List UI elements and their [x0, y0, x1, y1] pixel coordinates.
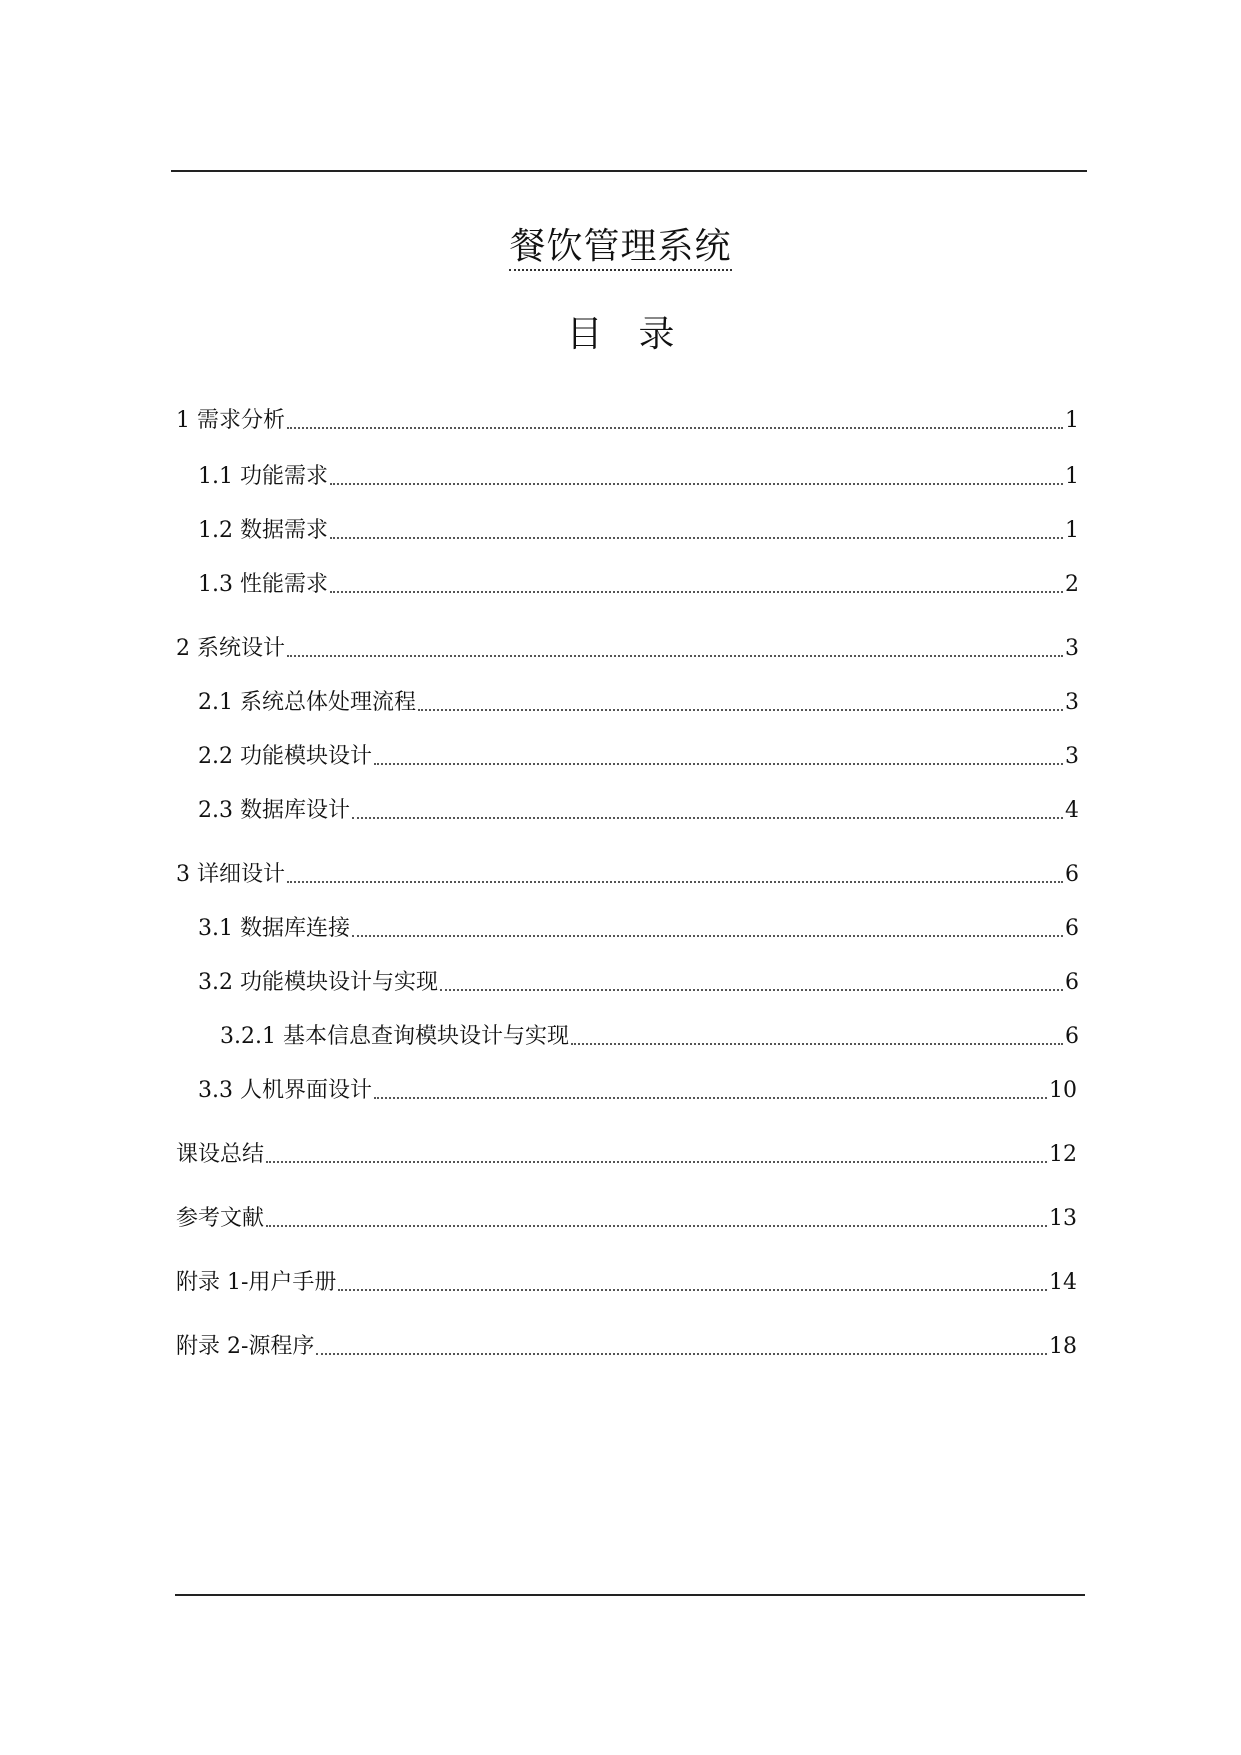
toc-entry-label: 3.1 数据库连接 — [198, 916, 350, 941]
toc-entry-label: 3.2 功能模块设计与实现 — [198, 970, 438, 995]
toc-dot-leader — [266, 1161, 1047, 1163]
toc-entry-label: 参考文献 — [176, 1206, 265, 1231]
toc-entry-label: 1.3 性能需求 — [198, 572, 328, 597]
toc-entry[interactable] — [220, 1022, 1079, 1052]
toc-entry-label: 2.3 数据库设计 — [198, 798, 350, 823]
toc-dot-leader — [374, 1097, 1047, 1099]
toc-dot-leader — [287, 427, 1063, 429]
toc-entry[interactable] — [198, 516, 1079, 546]
toc-dot-leader — [338, 1289, 1047, 1291]
toc-entry-page: 13 — [1049, 1206, 1077, 1231]
toc-entry[interactable] — [198, 462, 1079, 492]
toc-entry[interactable] — [176, 1140, 1077, 1170]
toc-entry-label: 附录 1-用户手册 — [176, 1270, 337, 1295]
toc-entry-label: 1.2 数据需求 — [198, 518, 328, 543]
toc-entry[interactable] — [198, 796, 1079, 826]
toc-entry-page: 6 — [1065, 916, 1079, 941]
toc-entry-page: 1 — [1065, 518, 1079, 543]
toc-entry-page: 3 — [1065, 690, 1079, 715]
toc-dot-leader — [374, 763, 1063, 765]
toc-entry[interactable] — [198, 968, 1079, 998]
toc-entry[interactable] — [176, 406, 1079, 436]
toc-entry-page: 6 — [1065, 1024, 1079, 1049]
toc-entry-label: 3.3 人机界面设计 — [198, 1078, 372, 1103]
toc-entry-page: 1 — [1065, 464, 1079, 489]
toc-dot-leader — [266, 1225, 1047, 1227]
toc-entry-page: 1 — [1065, 408, 1079, 433]
toc-entry[interactable] — [198, 688, 1079, 718]
toc-dot-leader — [330, 537, 1063, 539]
toc-entry[interactable] — [176, 1268, 1077, 1298]
toc-entry[interactable] — [176, 634, 1079, 664]
toc-dot-leader — [352, 935, 1063, 937]
toc-dot-leader — [316, 1353, 1047, 1355]
toc-entry-page: 3 — [1065, 744, 1079, 769]
toc-entry[interactable] — [198, 742, 1079, 772]
toc-entry-label: 课设总结 — [176, 1142, 265, 1167]
toc-entry-page: 4 — [1065, 798, 1079, 823]
toc-entry-page: 3 — [1065, 636, 1079, 661]
toc-entry-page: 14 — [1049, 1270, 1077, 1295]
toc-dot-leader — [287, 655, 1063, 657]
toc-dot-leader — [440, 989, 1063, 991]
toc-entry-page: 6 — [1065, 970, 1079, 995]
toc-entry-label: 3.2.1 基本信息查询模块设计与实现 — [220, 1024, 569, 1049]
toc-entry-label: 1 需求分析 — [176, 408, 285, 433]
toc-entry[interactable] — [198, 914, 1079, 944]
toc-entry-label: 3 详细设计 — [176, 862, 285, 887]
toc-entry[interactable] — [176, 1332, 1077, 1362]
toc-entry-label: 2.2 功能模块设计 — [198, 744, 372, 769]
toc-entry-page: 18 — [1049, 1334, 1077, 1359]
toc-entry-label: 2 系统设计 — [176, 636, 285, 661]
toc-dot-leader — [330, 591, 1063, 593]
toc-dot-leader — [418, 709, 1063, 711]
toc-entry-label: 附录 2-源程序 — [176, 1334, 315, 1359]
toc-entry-label: 2.1 系统总体处理流程 — [198, 690, 416, 715]
toc-entry[interactable] — [198, 570, 1079, 600]
toc-entry[interactable] — [198, 1076, 1077, 1106]
toc-entry-page: 10 — [1049, 1078, 1077, 1103]
toc-heading: 目录 — [566, 314, 711, 355]
toc-dot-leader — [330, 483, 1063, 485]
toc-dot-leader — [287, 881, 1063, 883]
toc-entry-page: 6 — [1065, 862, 1079, 887]
footer-rule — [175, 1594, 1085, 1596]
toc-dot-leader — [571, 1043, 1063, 1045]
document-title-text: 餐饮管理系统 — [509, 226, 731, 271]
toc-dot-leader — [352, 817, 1063, 819]
toc-entry-label: 1.1 功能需求 — [198, 464, 328, 489]
toc-entry-page: 12 — [1049, 1142, 1077, 1167]
toc-entry-page: 2 — [1065, 572, 1079, 597]
toc-entry[interactable] — [176, 1204, 1077, 1234]
toc-entry[interactable] — [176, 860, 1079, 890]
